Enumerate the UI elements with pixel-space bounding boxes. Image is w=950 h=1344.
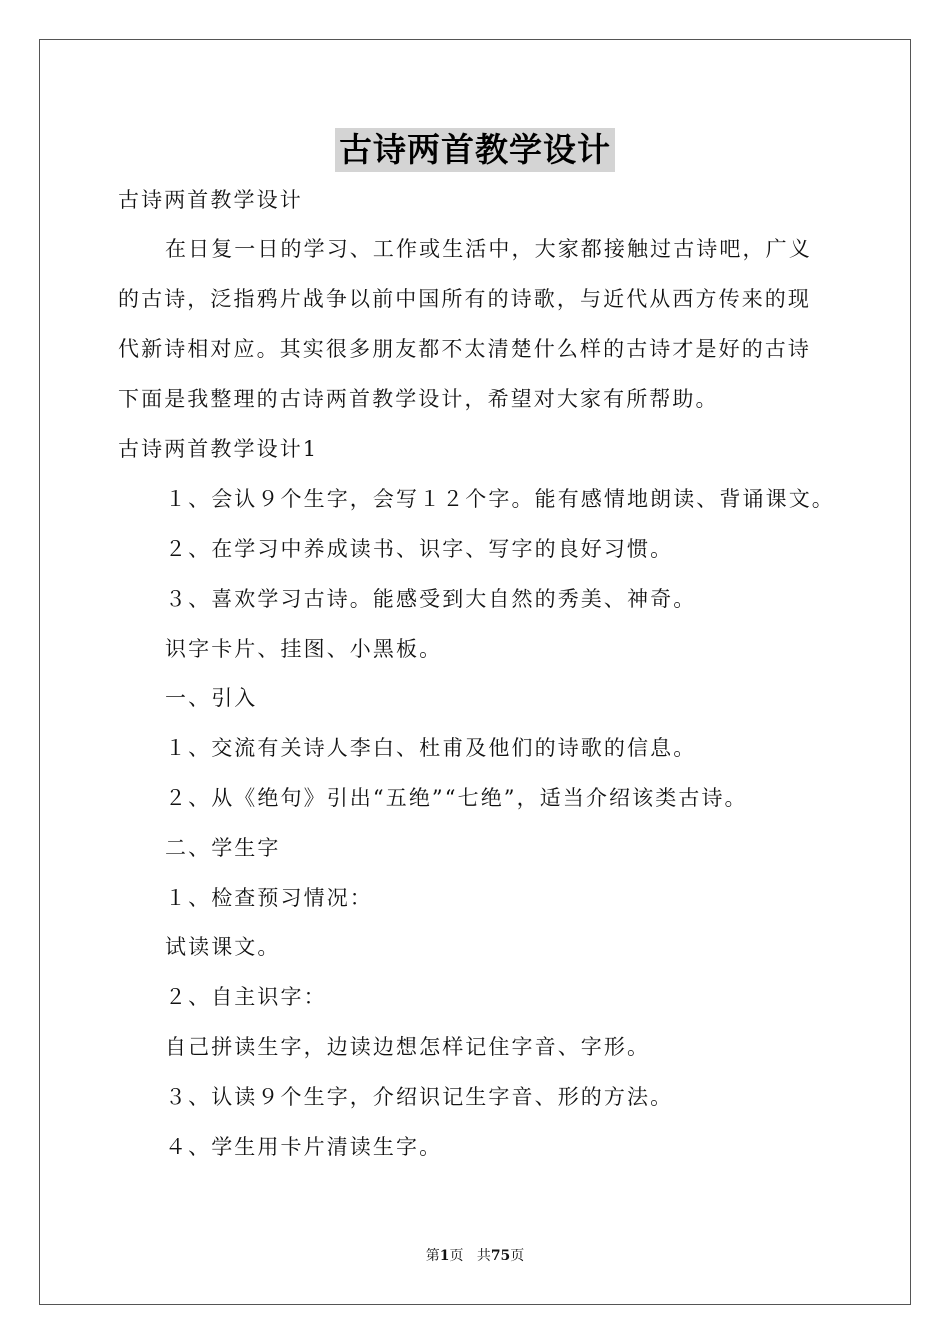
page-footer bbox=[0, 1246, 950, 1266]
step-detail: 自己拼读生字，边读边想怎样记住字音、字形。 bbox=[165, 1035, 651, 1059]
step-heading: 一、引入 bbox=[165, 686, 258, 710]
materials-line: 识字卡片、挂图、小黑板。 bbox=[165, 637, 443, 661]
step-detail: 试读课文。 bbox=[165, 935, 281, 959]
step-item: １、交流有关诗人李白、杜甫及他们的诗歌的信息。 bbox=[165, 736, 697, 760]
total-prefix: 共 bbox=[476, 1248, 491, 1264]
objective-item: ２、在学习中养成读书、识字、写字的良好习惯。 bbox=[165, 537, 674, 561]
intro-paragraph-line: 的古诗，泛指鸦片战争以前中国所有的诗歌，与近代从西方传来的现 bbox=[118, 287, 811, 311]
step-item: ３、认读９个生字，介绍识记生字音、形的方法。 bbox=[165, 1085, 674, 1109]
step-item: ２、自主识字： bbox=[165, 985, 327, 1009]
total-pages: 75 bbox=[490, 1248, 511, 1264]
step-item: ２、从《绝句》引出“五绝”“七绝”，适当介绍该类古诗。 bbox=[165, 786, 748, 810]
intro-paragraph-line: 在日复一日的学习、工作或生活中，大家都接触过古诗吧，广义 bbox=[165, 237, 812, 261]
objective-item: １、会认９个生字，会写１２个字。能有感情地朗读、背诵课文。 bbox=[165, 487, 835, 511]
document-title: 古诗两首教学设计 bbox=[335, 128, 615, 172]
intro-paragraph-line: 下面是我整理的古诗两首教学设计，希望对大家有所帮助。 bbox=[118, 387, 719, 411]
title-container bbox=[0, 128, 950, 172]
page-border bbox=[39, 39, 911, 1305]
step-heading: 二、学生字 bbox=[165, 836, 281, 860]
step-item: １、检查预习情况： bbox=[165, 886, 373, 910]
step-item: ４、学生用卡片清读生字。 bbox=[165, 1135, 443, 1159]
page-unit: 页 bbox=[449, 1248, 464, 1264]
objective-item: ３、喜欢学习古诗。能感受到大自然的秀美、神奇。 bbox=[165, 587, 697, 611]
total-unit: 页 bbox=[510, 1248, 525, 1264]
section-heading: 古诗两首教学设计1 bbox=[118, 437, 319, 461]
page-prefix: 第 bbox=[425, 1248, 440, 1264]
section-heading: 古诗两首教学设计 bbox=[118, 188, 303, 212]
page-number: 1 bbox=[439, 1248, 450, 1264]
intro-paragraph-line: 代新诗相对应。其实很多朋友都不太清楚什么样的古诗才是好的古诗 bbox=[118, 337, 811, 361]
